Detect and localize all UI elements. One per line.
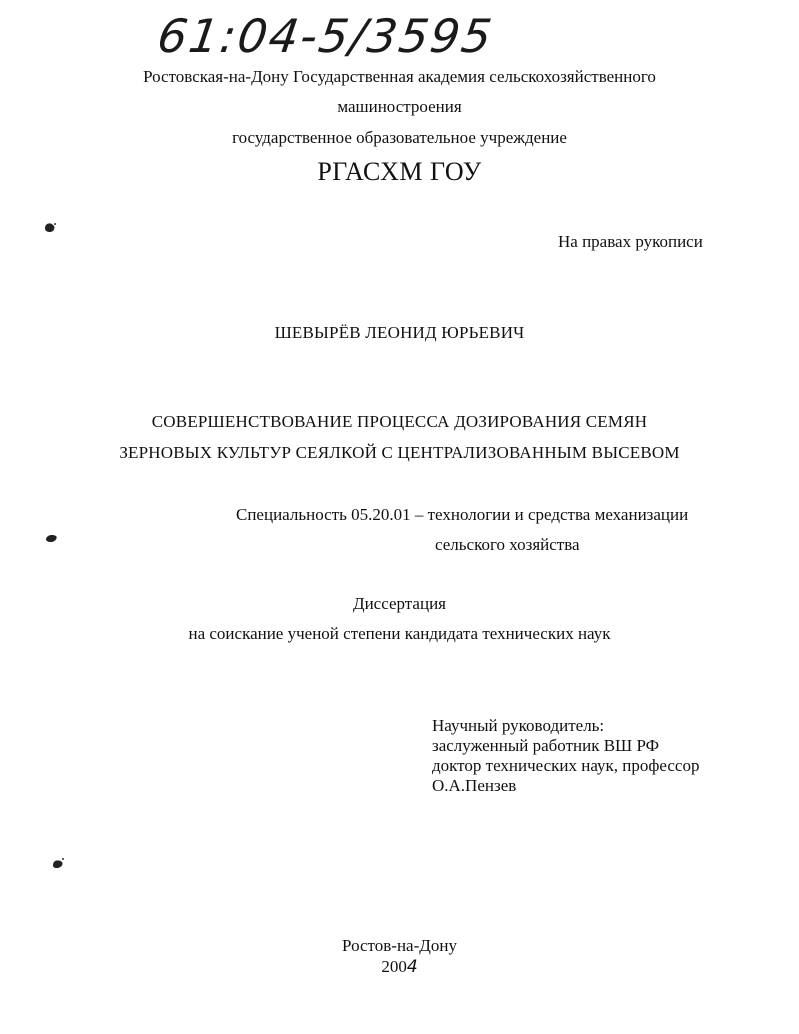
year-prefix: 200 bbox=[381, 957, 407, 976]
dissertation-title-line2: ЗЕРНОВЫХ КУЛЬТУР СЕЯЛКОЙ С ЦЕНТРАЛИЗОВАННЫМ ВЫСЕВОМ bbox=[119, 443, 680, 462]
dissertation-label: Диссертация bbox=[352, 594, 446, 613]
year-handwritten-digit: 4 bbox=[406, 957, 418, 977]
manuscript-note: На правах рукописи bbox=[558, 232, 703, 251]
academy-name-line2: машиностроения bbox=[337, 97, 462, 116]
dissertation-title-line1: СОВЕРШЕНСТВОВАНИЕ ПРОЦЕССА ДОЗИРОВАНИЯ СЕМЯН bbox=[151, 412, 648, 431]
specialty-line1: Специальность 05.20.01 – технологии и средства механизации bbox=[236, 505, 689, 524]
scan-speck-2 bbox=[44, 530, 60, 546]
scan-speck-3 bbox=[50, 855, 66, 871]
handwritten-archive-number: 61:04-5/3595 bbox=[154, 9, 497, 63]
supervisor-label: Научный руководитель: bbox=[432, 716, 605, 735]
academy-name-line1: Ростовская-на-Дону Государственная академия сельскохозяйственного bbox=[143, 67, 656, 86]
institution-abbreviation: РГАСХМ ГОУ bbox=[317, 157, 482, 186]
author-name: ШЕВЫРЁВ ЛЕОНИД ЮРЬЕВИЧ bbox=[274, 323, 525, 342]
supervisor-title1: заслуженный работник ВШ РФ bbox=[432, 736, 660, 755]
specialty-line2: сельского хозяйства bbox=[435, 535, 580, 554]
degree-line: на соискание ученой степени кандидата технических наук bbox=[188, 624, 611, 643]
supervisor-name: О.А.Пензев bbox=[432, 776, 517, 795]
institution-type: государственное образовательное учреждение bbox=[232, 128, 567, 147]
scan-speck-1 bbox=[42, 219, 58, 235]
city: Ростов-на-Дону bbox=[342, 936, 457, 955]
year bbox=[0, 957, 799, 977]
supervisor-title2: доктор технических наук, профессор bbox=[432, 756, 700, 775]
